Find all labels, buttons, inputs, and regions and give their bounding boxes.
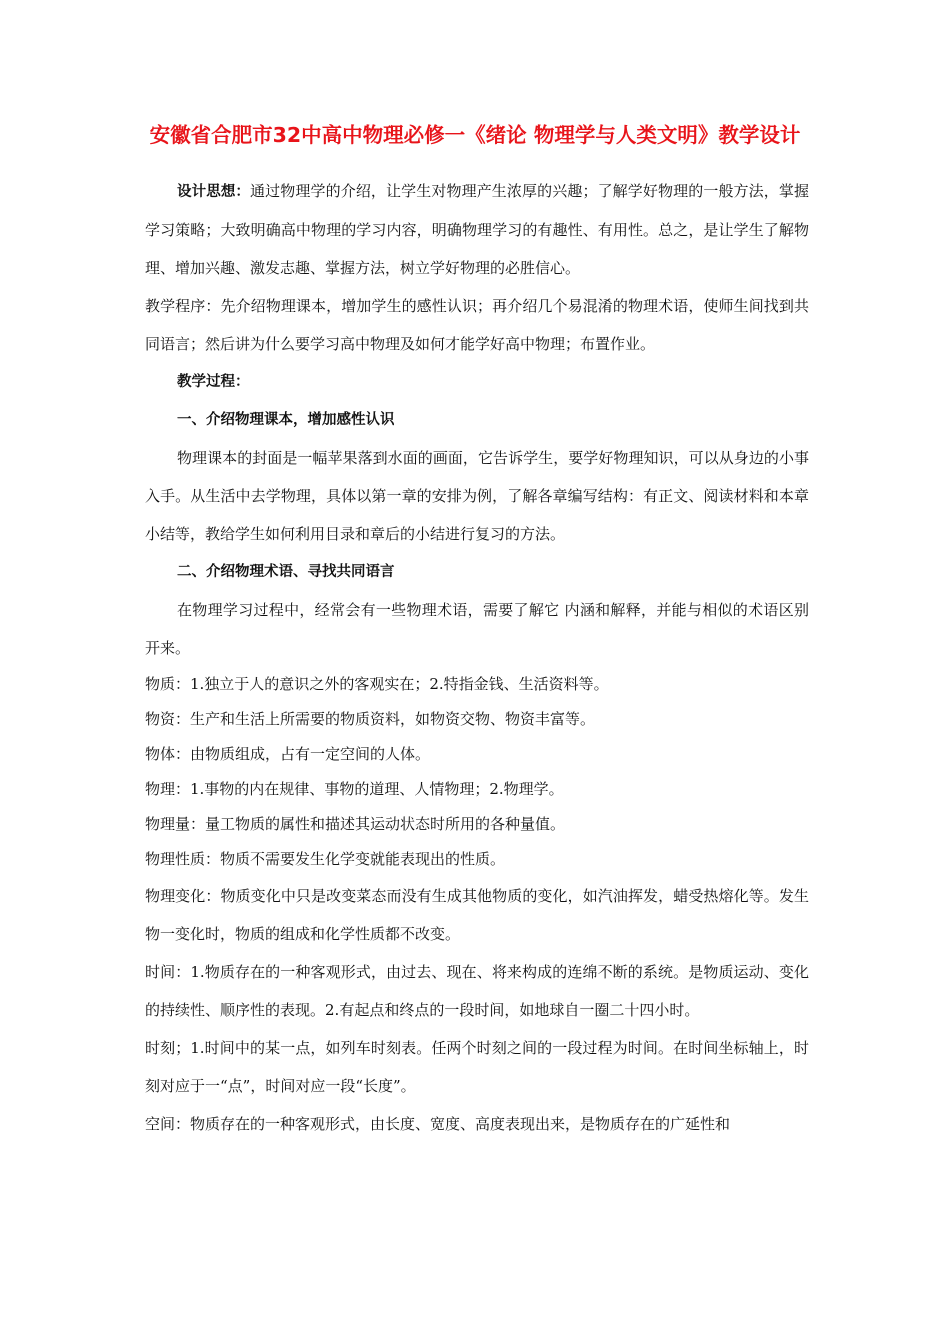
term-object: 物体：由物质组成，占有一定空间的人体。	[145, 745, 431, 763]
term-matter: 物质：1.独立于人的意识之外的客观实在；2.特指金钱、生活资料等。	[145, 675, 609, 693]
term-physical-quantity: 物理量：量工物质的属性和描述其运动状态时所用的各种量值。	[145, 815, 566, 833]
section2-paragraph: 在物理学习过程中，经常会有一些物理术语，需要了解它 内涵和解释，并能与相似的术语区别开来。	[145, 601, 809, 657]
section1-heading: 一、介绍物理课本，增加感性认识	[177, 412, 395, 428]
design-text: 通过物理学的介绍，让学生对物理产生浓厚的兴趣；了解学好物理的一般方法，掌握学习策略；大致明确高中物理的学习内容，明确物理学习的有趣性、有用性。总之，是让学生了解物理、增加兴趣、激发志趣、掌握方法，树立学好物理的必胜信心。	[145, 182, 809, 277]
section2-heading: 二、介绍物理术语、寻找共同语言	[177, 564, 395, 580]
term-time: 时间：1.物质存在的一种客观形式，由过去、现在、将来构成的连绵不断的系统。是物质运动、变化的持续性、顺序性的表现。2.有起点和终点的一段时间，如地球自一圈二十四小时。	[145, 963, 809, 1019]
procedure-paragraph: 教学程序：先介绍物理课本，增加学生的感性认识；再介绍几个易混淆的物理术语，使师生间找到共同语言；然后讲为什么要学习高中物理及如何才能学好高中物理；布置作业。	[145, 297, 809, 353]
document-body	[145, 172, 809, 1143]
design-label: 设计思想：	[177, 184, 251, 200]
term-moment: 时刻；1.时间中的某一点，如列车时刻表。任两个时刻之间的一段过程为时间。在时间坐标轴上，时刻对应于一“点”，时间对应一段“长度”。	[145, 1039, 809, 1095]
term-physics: 物理：1.事物的内在规律、事物的道理、人情物理；2.物理学。	[145, 780, 564, 798]
design-paragraph	[145, 172, 809, 287]
term-space: 空间：物质存在的一种客观形式，由长度、宽度、高度表现出来，是物质存在的广延性和	[145, 1115, 731, 1133]
section1-paragraph: 物理课本的封面是一幅苹果落到水面的画面，它告诉学生，要学好物理知识，可以从身边的小事入手。从生活中去学物理，具体以第一章的安排为例，了解各章编写结构：有正文、阅读材料和本章小结等，教给学生如何利用目录和章后的小结进行复习的方法。	[145, 449, 809, 543]
document-title: 安徽省合肥市32中高中物理必修一《绪论 物理学与人类文明》教学设计	[149, 123, 801, 147]
term-physical-property: 物理性质：物质不需要发生化学变就能表现出的性质。	[145, 850, 506, 868]
term-materials: 物资：生产和生活上所需要的物质资料，如物资交物、物资丰富等。	[145, 710, 596, 728]
term-physical-change: 物理变化：物质变化中只是改变菜态而没有生成其他物质的变化，如汽油挥发，蜡受热熔化等。发生物一变化时，物质的组成和化学性质都不改变。	[145, 887, 809, 943]
process-heading: 教学过程：	[177, 374, 250, 390]
